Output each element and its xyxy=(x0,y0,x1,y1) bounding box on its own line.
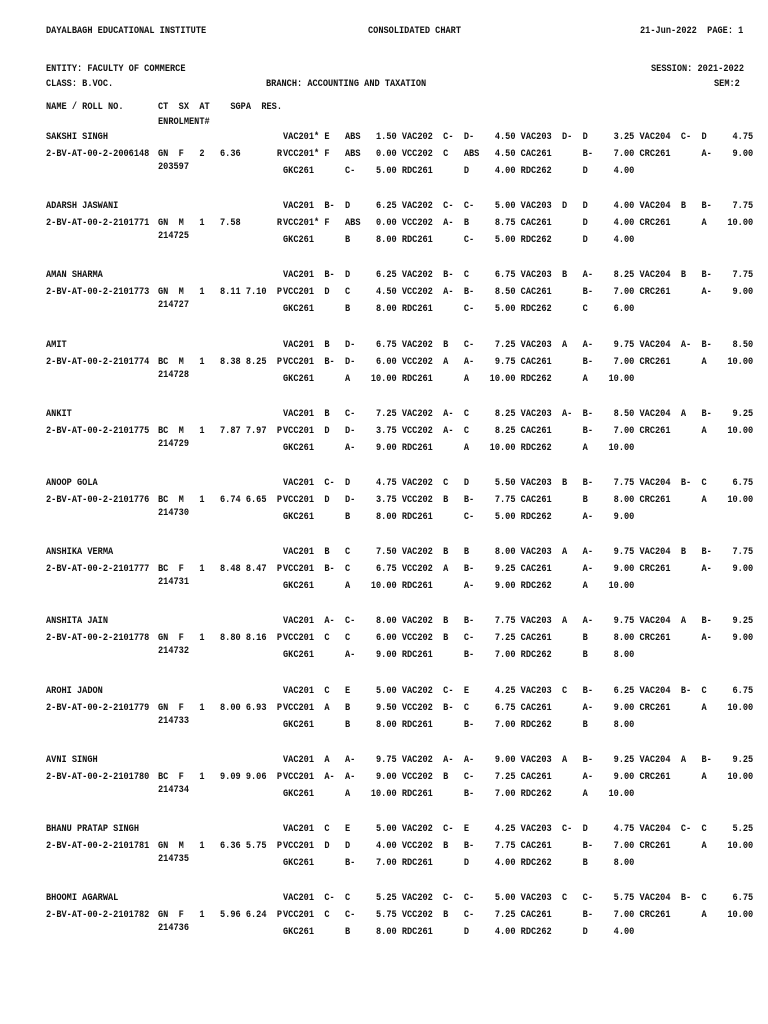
grade-line-1: VAC201 C E 5.00 VAC202 C- E 4.25 VAC203 C- D 4.75 VAC204 C- C 5.25 xyxy=(283,823,754,835)
grade-line-2: VCC201 D D- 3.75 VCC202 A- C 8.25 CAC261 B- 7.00 CRC261 A 10.00 xyxy=(283,425,754,437)
student-enrolment: 214725 xyxy=(158,230,190,242)
grade-line-2: VCC201 B- D- 6.00 VCC202 A A- 9.75 CAC261 B- 7.00 CRC261 A 10.00 xyxy=(283,356,754,368)
grade-line-1: VAC201 C E 5.00 VAC202 C- E 4.25 VAC203 C B- 6.25 VAC204 B- C 6.75 xyxy=(283,685,754,697)
grade-line-3: GKC261 A 10.00 RDC261 A- 9.00 RDC262 A 10.00 xyxy=(283,580,635,592)
grade-line-1: VAC201 C- C 5.25 VAC202 C- C- 5.00 VAC203 C C- 5.75 VAC204 B- C 6.75 xyxy=(283,892,754,904)
student-roll: 2-BV-AT-00-2-2101781 xyxy=(46,840,150,852)
grade-line-3: GKC261 A 10.00 RDC261 B- 7.00 RDC262 A 10.00 xyxy=(283,788,635,800)
grade-line-1: VAC201 C- D 4.75 VAC202 C D 5.50 VAC203 B B- 7.75 VAC204 B- C 6.75 xyxy=(283,477,754,489)
student-info: BC M 1 6.74 6.65 P xyxy=(158,494,283,506)
grade-line-1: VAC201 B- D 6.25 VAC202 C- C- 5.00 VAC203 D D 4.00 VAC204 B B- 7.75 xyxy=(283,200,754,212)
student-name: AMIT xyxy=(46,339,67,351)
grade-line-3: GKC261 A 10.00 RDC261 A 10.00 RDC262 A 10.00 xyxy=(283,373,635,385)
student-name: BHOOMI AGARWAL xyxy=(46,892,119,904)
student-info: BC M 1 7.87 7.97 P xyxy=(158,425,283,437)
student-info: GN F 1 5.96 6.24 P xyxy=(158,909,283,921)
branch: BRANCH: ACCOUNTING AND TAXATION xyxy=(266,78,427,90)
student-roll: 2-BV-AT-00-2-2101773 xyxy=(46,286,150,298)
grade-line-2: VCC201 A- A- 9.00 VCC202 B C- 7.25 CAC261 A- 9.00 CRC261 A 10.00 xyxy=(283,771,754,783)
student-roll: 2-BV-AT-00-2-2101777 xyxy=(46,563,150,575)
grade-line-3: GKC261 A- 9.00 RDC261 B- 7.00 RDC262 B 8.00 xyxy=(283,649,635,661)
student-enrolment: 203597 xyxy=(158,161,190,173)
student-info: GN M 1 6.36 5.75 P xyxy=(158,840,283,852)
grade-line-2: VCC201 A B 9.50 VCC202 B- C 6.75 CAC261 A- 9.00 CRC261 A 10.00 xyxy=(283,702,754,714)
grade-line-2: VCC201 C C- 5.75 VCC202 B C- 7.25 CAC261 B- 7.00 CRC261 A 10.00 xyxy=(283,909,754,921)
student-enrolment: 214736 xyxy=(158,922,190,934)
student-info: BC F 1 8.48 8.47 P xyxy=(158,563,283,575)
grade-line-3: GKC261 B 8.00 RDC261 B- 7.00 RDC262 B 8.00 xyxy=(283,719,635,731)
student-name: SAKSHI SINGH xyxy=(46,131,109,143)
student-name: BHANU PRATAP SINGH xyxy=(46,823,140,835)
grade-line-3: GKC261 B- 7.00 RDC261 D 4.00 RDC262 B 8.00 xyxy=(283,857,635,869)
student-enrolment: 214729 xyxy=(158,438,190,450)
student-roll: 2-BV-AT-00-2-2101775 xyxy=(46,425,150,437)
student-roll: 2-BV-AT-00-2-2101782 xyxy=(46,909,150,921)
grade-line-3: GKC261 B 8.00 RDC261 D 4.00 RDC262 D 4.00 xyxy=(283,926,635,938)
class: CLASS: B.VOC. xyxy=(46,78,114,90)
session: SESSION: 2021-2022 xyxy=(651,63,745,75)
student-roll: 2-BV-AT-00-2-2101774 xyxy=(46,356,150,368)
grade-line-1: VAC201 B C- 7.25 VAC202 A- C 8.25 VAC203 A- B- 8.50 VAC204 A B- 9.25 xyxy=(283,408,754,420)
column-header-name: NAME / ROLL NO. xyxy=(46,101,124,113)
student-info: BC F 1 9.09 9.06 P xyxy=(158,771,283,783)
grade-line-2: VCC201 D D 4.00 VCC202 B B- 7.75 CAC261 B- 7.00 CRC261 A 10.00 xyxy=(283,840,754,852)
student-name: ANSHIKA VERMA xyxy=(46,546,114,558)
student-enrolment: 214730 xyxy=(158,507,190,519)
entity: ENTITY: FACULTY OF COMMERCE xyxy=(46,63,186,75)
grade-line-3: GKC261 B 8.00 RDC261 C- 5.00 RDC262 D 4.00 xyxy=(283,234,635,246)
student-name: AROHI JADON xyxy=(46,685,103,697)
student-roll: 2-BV-AT-00-2-2101779 xyxy=(46,702,150,714)
student-name: ANKIT xyxy=(46,408,72,420)
student-name: AMAN SHARMA xyxy=(46,269,103,281)
student-roll: 2-BV-AT-00-2-2101778 xyxy=(46,632,150,644)
student-info: GN F 1 8.00 6.93 P xyxy=(158,702,283,714)
student-roll: 2-BV-AT-00-2-2101776 xyxy=(46,494,150,506)
student-enrolment: 214735 xyxy=(158,853,190,865)
grade-line-3: GKC261 A- 9.00 RDC261 A 10.00 RDC262 A 10.00 xyxy=(283,442,635,454)
student-enrolment: 214728 xyxy=(158,369,190,381)
date-page: 21-Jun-2022 PAGE: 1 xyxy=(640,25,744,37)
grade-line-1: VAC201 A A- 9.75 VAC202 A- A- 9.00 VAC203 A B- 9.25 VAC204 A B- 9.25 xyxy=(283,754,754,766)
grade-line-3: GKC261 B 8.00 RDC261 C- 5.00 RDC262 A- 9.00 xyxy=(283,511,635,523)
grade-line-2: VCC201 D C 4.50 VCC202 A- B- 8.50 CAC261 B- 7.00 CRC261 A- 9.00 xyxy=(283,286,754,298)
student-info: BC M 1 8.38 8.25 P xyxy=(158,356,283,368)
student-name: ANOOP GOLA xyxy=(46,477,98,489)
grade-line-1: VAC201 A- C- 8.00 VAC202 B B- 7.75 VAC203 A A- 9.75 VAC204 A B- 9.25 xyxy=(283,615,754,627)
column-header-enrolment: ENROLMENT# xyxy=(158,116,210,128)
student-enrolment: 214731 xyxy=(158,576,190,588)
student-enrolment: 214732 xyxy=(158,645,190,657)
grade-line-3: GKC261 B 8.00 RDC261 C- 5.00 RDC262 C 6.00 xyxy=(283,303,635,315)
semester: SEM:2 xyxy=(714,78,740,90)
student-info: GN M 1 8.11 7.10 P xyxy=(158,286,283,298)
page-title: CONSOLIDATED CHART xyxy=(368,25,462,37)
grade-line-3: GKC261 C- 5.00 RDC261 D 4.00 RDC262 D 4.00 xyxy=(283,165,635,177)
student-name: ANSHITA JAIN xyxy=(46,615,109,627)
grade-line-1: VAC201 B- D 6.25 VAC202 B- C 6.75 VAC203 B A- 8.25 VAC204 B B- 7.75 xyxy=(283,269,754,281)
student-info: GN M 1 7.58 R xyxy=(158,217,283,229)
student-info: GN F 2 6.36 R xyxy=(158,148,283,160)
column-header-codes: CT SX AT SGPA RES. xyxy=(158,101,283,113)
grade-line-1: VAC201 B D- 6.75 VAC202 B C- 7.25 VAC203 A A- 9.75 VAC204 A- B- 8.50 xyxy=(283,339,754,351)
student-enrolment: 214727 xyxy=(158,299,190,311)
grade-line-2: VCC201 C C 6.00 VCC202 B C- 7.25 CAC261 B 8.00 CRC261 A- 9.00 xyxy=(283,632,754,644)
student-roll: 2-BV-AT-00-2-2006148 xyxy=(46,148,150,160)
grade-line-1: VAC201* E ABS 1.50 VAC202 C- D- 4.50 VAC203 D- D 3.25 VAC204 C- D 4.75 xyxy=(283,131,754,143)
student-info: GN F 1 8.80 8.16 P xyxy=(158,632,283,644)
grade-line-1: VAC201 B C 7.50 VAC202 B B 8.00 VAC203 A A- 9.75 VAC204 B B- 7.75 xyxy=(283,546,754,558)
grade-line-2: VCC201* F ABS 0.00 VCC202 A- B 8.75 CAC261 D 4.00 CRC261 A 10.00 xyxy=(283,217,754,229)
grade-line-2: VCC201* F ABS 0.00 VCC202 C ABS 4.50 CAC261 B- 7.00 CRC261 A- 9.00 xyxy=(283,148,754,160)
student-enrolment: 214733 xyxy=(158,715,190,727)
student-name: ADARSH JASWANI xyxy=(46,200,119,212)
student-roll: 2-BV-AT-00-2-2101780 xyxy=(46,771,150,783)
grade-line-2: VCC201 B- C 6.75 VCC202 A B- 9.25 CAC261 A- 9.00 CRC261 A- 9.00 xyxy=(283,563,754,575)
student-enrolment: 214734 xyxy=(158,784,190,796)
student-roll: 2-BV-AT-00-2-2101771 xyxy=(46,217,150,229)
institute-name: DAYALBAGH EDUCATIONAL INSTITUTE xyxy=(46,25,207,37)
grade-line-2: VCC201 D D- 3.75 VCC202 B B- 7.75 CAC261 B 8.00 CRC261 A 10.00 xyxy=(283,494,754,506)
student-name: AVNI SINGH xyxy=(46,754,98,766)
